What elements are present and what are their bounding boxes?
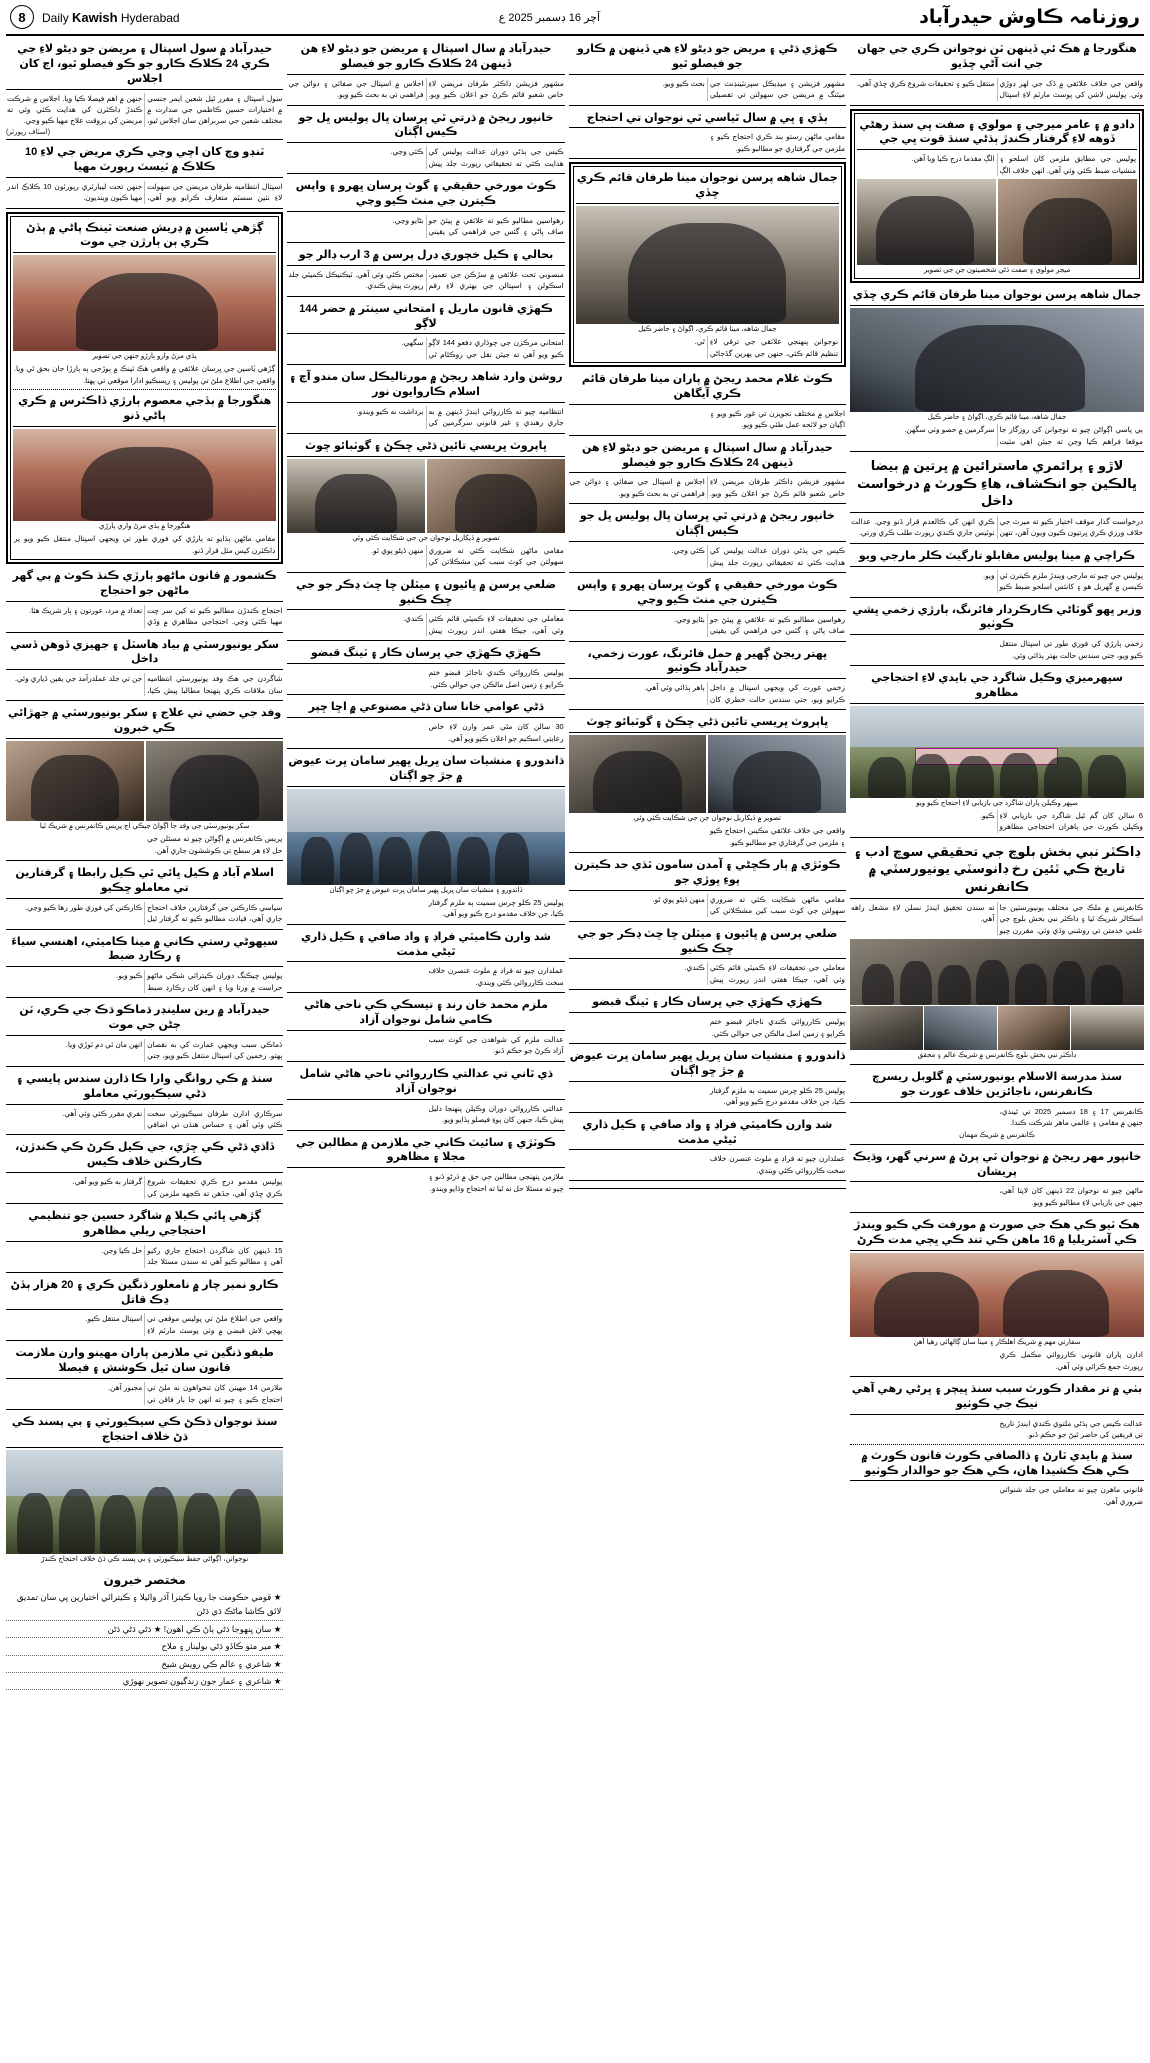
photo-caption: تصوير ۾ ڏيکاريل نوجوان جن جي شڪايت ڪئي وئي — [352, 534, 500, 542]
article-body: سياسي ڪارڪنن جي گرفتارين خلاف احتجاج جاري آهي، قيادت مطالبو ڪيو ته گرفتار ٿيل ڪارڪنن کي فوري طور رها ڪيو وڃي. — [25, 902, 283, 924]
article-body: پوليس مقدمو درج ڪري تحقيقات شروع ڪري ڇڏي آهي، جڏهن ته ڪجهه ملزمن کي گرفتار به ڪيو ويو آهي. — [72, 1177, 283, 1198]
headline: ضلعي پرسن ۾ ڀائيون ۽ ميٽلن ڇا ڇٽ ڍڪر جو جي ڇڪ ڪنيو — [287, 576, 564, 611]
article-body: 6 سالن کان گم ٿيل شاگرد جي بازيابي لاءِ وڪيلن ڪورٽ جي ٻاهران احتجاجي مظاهرو ڪيو. — [979, 810, 1143, 832]
headline: ڀاپروٽ ڀريسي تائين ڌڻي ڇڪڻ ۽ گوٽبائو ڇوٽ — [287, 437, 564, 457]
brief-box-title: مختصر خبرون — [103, 1572, 186, 1587]
article-body: عدالت ڪيس جي ٻڌڻي ملتوي ڪندي ايندڙ تاريخ تي فريقين کي حاضر ٿيڻ جو حڪم ڏنو. — [999, 1418, 1143, 1440]
headline: شد وارن ڪاميٽي فراڊ ۽ واد صافي ۽ ڪيل ڌاري ٿيڻي مذمت — [287, 928, 564, 963]
article-body: 15 ڏينهن کان شاگردن احتجاج جاري رکيو آهي ۽ مطالبو ڪيو آهي ته سندن مسئلا جلد حل ڪيا وڃن. — [101, 1245, 283, 1267]
photo-victim — [13, 429, 276, 521]
photo-pair — [857, 179, 1137, 265]
article — [6, 933, 283, 999]
article-body: ملازمن پنهنجي مطالبن جي حق ۾ ڌرڻو ڏنو ۽ چيو ته مسئلا حل نه ٿيا ته احتجاج وڌايو ويندو. — [428, 1172, 564, 1193]
photo-caption: ڌاندورو ۽ منشيات سان ڀريل ڀهير سامان ڀرت عيوض ۾ جڙ ڇو اڳتان — [329, 886, 523, 894]
article-body: واقعي جي اطلاع ملڻ تي پوليس موقعي تي پهچي لاش قبضي ۾ وٺي پوسٽ مارٽم لاءِ اسپتال منتقل ڪيو. — [85, 1314, 283, 1335]
article — [6, 1276, 283, 1342]
article-body: رهواسين مطالبو ڪيو ته علائقي ۾ پيئڻ جو صاف پاڻي ۽ گئس جي فراهمي کي يقيني بڻايو وڃي. — [674, 614, 846, 636]
column-left — [6, 40, 283, 2060]
article-body: سول اسپتال ۽ مقرر ٿيل شعبن ايمر جنسي ۾ اختيارات حسين ڪاظمي جي صدارت ۾ مختلف شعبن جي سربراهن سان اجلاس ٿيو، جنهن ۾ اهم فيصلا ڪيا ويا. اجلاس ۾ شرڪت ڪندڙ ڊاڪٽرن کي هدايت ڪئي وئي ته مريضن کي بروقت علاج مهيا ڪيو وڃي. — [6, 93, 283, 126]
article-body: ڪيس جي ٻڌڻي دوران عدالت پوليس کي هدايت ڪئي ته تحقيقاتي رپورٽ جلد پيش ڪئي وڃي. — [671, 546, 846, 567]
article — [6, 143, 283, 209]
headline: اسلام آباد ۾ ڪيل ڀائي ٿي ڪيل رابطا ۽ گرفتارين تي معاملو ڇڪيو — [6, 864, 283, 899]
brief-item: ★ مير مٺو ڪاڏو ڌڻي بولينار ۽ ملاح — [6, 1638, 283, 1655]
photo-pair — [569, 735, 846, 813]
article-body: سرڪاري ادارن طرفان سيڪيورٽي سخت ڪئي وئي آهي ۽ حساس هنڌن تي اضافي نفري مقرر ڪئي وئي آهي. — [62, 1108, 283, 1129]
photo-victim — [13, 255, 276, 351]
headline: ڌي ٿاني تي عدالتي ڪارروائي ناحي هاڻي شامل نوجوان آزاد — [287, 1065, 564, 1100]
article — [850, 1148, 1144, 1214]
article — [287, 752, 564, 925]
brief-box — [6, 1571, 283, 1694]
article — [850, 601, 1144, 667]
article — [569, 109, 846, 160]
article — [850, 1380, 1144, 1511]
photo — [569, 735, 707, 813]
photo — [427, 459, 565, 533]
headline: سنڌ نوجوان ڌڪڻ ڪي سيڪيورٽي ۽ بي پسند ڪي ڌڻ خلاف احتجاج — [6, 1413, 283, 1448]
article-body: عملدارن چيو ته فراڊ ۾ ملوث عنصرن خلاف سخت ڪارروائي ڪئي ويندي. — [428, 966, 564, 987]
photo-pair — [287, 459, 564, 533]
article-body: امتحاني مرڪزن جي چوڌاري دفعو 144 لاڳو ڪيو ويو آهي ته جيئن نقل جي روڪٿام ٿي سگهي. — [401, 338, 564, 359]
headline: سيهوڻي رستي ڪاني ۾ مينا ڪاميٽي، اهنسي سياءَ ۽ رڪارڊ ضبط — [6, 933, 283, 968]
headline: ٻڏي ۽ ڀي ۾ سال ٿياسي ٿي نوجوان تي احتجاج — [569, 109, 846, 129]
article-body: عدالت ملزم کي شواهدن جي کوٽ سبب آزاد ڪرڻ جو حڪم ڏنو. — [428, 1035, 564, 1056]
article — [287, 437, 564, 573]
headline: حيدرآباد ۾ سال اسپتال ۽ مريضن جو ديڻو لاءِ هن ڏينهن 24 ڪلاڪ ڪارو جو فيصلو — [287, 40, 564, 75]
headline: دادو ۾ ۽ عامر ميرجي ۽ مولوي ۽ صفت ڀي سنڌ رهڻي ڏوهه لاءِ گرفتار ڪندڙ ٻڌڻي سنڌ قوت ڀي جي — [857, 116, 1137, 151]
article-body: 30 سالن کان مٿي عمر وارن لاءِ خاص رعايتي اسڪيم جو اعلان ڪيو ويو آهي. — [428, 722, 564, 743]
article — [850, 455, 1144, 544]
column-right — [850, 40, 1144, 2060]
article-body: ڪيس جي ٻڌڻي دوران عدالت پوليس کي هدايت ڪئي ته تحقيقاتي رپورٽ جلد پيش ڪئي وڃي. — [390, 147, 564, 168]
headline: ڌاندورو ۽ منشيات سان ڀريل ڀهير سامان ڀرت عيوض ۾ جڙ ڇو اڳتان — [287, 752, 564, 787]
article-body: پوليس 25 ڪلو چرس سميت ٻه ملزم گرفتار ڪيا، جن خلاف مقدمو درج ڪيو ويو آهي. — [709, 1085, 846, 1107]
headline: ڪهڙي قانون ماريل ۽ امتحاني سينٽر ۾ حضر 144 لاڳو — [287, 300, 564, 335]
article-body: ڪانفرنس 17 ۽ 18 ڊسمبر 2025 تي ٿيندي، جنهن ۾ مقامي ۽ عالمي ماهر شرڪت ڪندا. — [999, 1106, 1143, 1128]
photo-pair — [6, 741, 283, 821]
daily-label: Daily — [42, 10, 69, 25]
article-framed — [6, 212, 283, 564]
column-center-right — [569, 40, 846, 2060]
daily-city: Hyderabad — [120, 10, 180, 25]
article — [569, 713, 846, 853]
headline: ڪهڙي ڌڻي ۽ مريض جو ديڻو لاءِ هي ڏينهن ۾ ڪارو جو فيصلو ٿيو — [569, 40, 846, 75]
article — [6, 567, 283, 633]
headline: حيدرآباد ۾ رين سلينڊر ڌماڪو ڌڪ جي ڪري، ٽن ڄڻن جي موت — [6, 1001, 283, 1036]
article-body: مشهور فزيشن ڊاڪٽر طرفان مريضن لاءِ خاص شعبو قائم ڪرڻ جو اعلان ڪيو ويو. اجلاس ۾ اسپتال جي صفائي ۽ دوائن جي فراهمي تي به بحث ڪيو ويو. — [569, 477, 846, 498]
article — [569, 856, 846, 922]
article-body: معاملي جي تحقيقات لاءِ ڪميٽي قائم ڪئي وئي آهي، جيڪا هفتي اندر رپورٽ پيش ڪندي. — [684, 963, 846, 984]
article-body: منصوبي تحت علائقي ۾ سڙڪن جي تعمير، اسڪولن ۽ اسپتالن جي بهتري لاءِ رقم مختص ڪئي وئي آهي. ٽيڪنيڪل ڪميٽي جلد رپورٽ پيش ڪندي. — [288, 269, 564, 291]
article — [569, 1116, 846, 1182]
photo-caption: ٻڏي مرڻ وارو ٻارڙو جنهن جي تصوير — [92, 353, 197, 361]
article-body: پوليس 25 ڪلو چرس سميت ٻه ملزم گرفتار ڪيا، جن خلاف مقدمو درج ڪيو ويو آهي. — [428, 897, 564, 919]
column-center-left — [287, 40, 564, 2060]
headline: وفد جي حضي تي علاج ۽ سکر يونيورسٽي ۾ جهڙائي ڪي خبرون — [6, 704, 283, 739]
headline: ڊاڪٽر نبي بخش بلوچ جي تحقيقي سوچ ادب ۽ تاريخ ڪي ٽئين رخ ڊانوسٽي يونيورسٽي ۾ ڪانفرنس — [850, 841, 1144, 899]
photo — [708, 735, 846, 813]
article — [850, 40, 1144, 106]
article — [850, 841, 1144, 1065]
article-body: پوليس ڪارروائي ڪندي ناجائز قبضو ختم ڪرايو ۽ زمين اصل مالڪن جي حوالي ڪئي. — [428, 668, 564, 689]
article — [569, 370, 846, 436]
article-body: ڳڙهي يٰاسين جي ڀرسان علائقي ۾ واقعي هڪ ٽينڪ ۾ ٻوڙجي ٻه ٻارڙا جان بحق ٿي ويا. واقعي جي اطلاع ملڻ تي پوليس ۽ ريسڪيو ادارا موقعي تي پهتا. — [13, 364, 276, 385]
article — [569, 507, 846, 573]
page-number: 8 — [10, 5, 34, 29]
headline: روشن وارد شاهد ريجڻ ۾ مورتاليڪل سان مندو آڇ ۽ اسلام ڪاروايون نور — [287, 368, 564, 403]
photo-caption: ڊاڪٽر نبي بخش بلوچ ڪانفرنس ۾ شريڪ عالم ۽ محقق — [917, 1051, 1077, 1059]
photo-caption: سپهر وڪيلن پاران شاگرد جي بازيابي لاءِ احتجاج ڪيو ويو — [916, 799, 1078, 807]
photo-caption: هنگورجا ۾ ٻڏي مرڻ واري ٻارڙي — [99, 522, 191, 530]
article — [6, 1344, 283, 1410]
headline: ڪوٽ غلام محمد ريجڻ ۾ پاران مينا طرفان قائم ڪري آيگاهن — [569, 370, 846, 405]
article-body: عدالتي ڪارروائي دوران وڪيلن پنهنجا دليل پيش ڪيا، جنهن کان پوءِ فيصلو ٻڌايو ويو. — [428, 1103, 564, 1125]
article-body: قانوني ماهرن چيو ته معاملي جي جلد شنوائي ضروري آهي. — [999, 1485, 1143, 1506]
photo-caption: جمال شاهه، مينا قائم ڪري، اڳواڻ ۽ حاضر ڪيل — [927, 414, 1067, 422]
headline: ڀاپروٽ ڀريسي تائين ڌڻي ڇڪڻ ۽ گوٽبائو ڇوٽ — [569, 713, 846, 733]
headline: خانپور ريجڻ ۾ ڌرتي ٿي ڀرسان ڀال پوليس ڀل جو ڪيس اڳتان — [569, 507, 846, 542]
photo-strip — [850, 1006, 1144, 1050]
article — [287, 177, 564, 243]
article-body: معاملي جي تحقيقات لاءِ ڪميٽي قائم ڪئي وئي آهي، جيڪا هفتي اندر رپورٽ پيش ڪندي. — [403, 614, 564, 635]
article-body: مقامي ماڻهن رستو بند ڪري احتجاج ڪيو ۽ ملزمن جي گرفتاري جو مطالبو ڪيو. — [709, 132, 846, 153]
headline: وزير ڀهو گوٽاڻي ڪارڪردار فائرنگ، ٻارڙي زخمي ڀشي ڪوٺيو — [850, 601, 1144, 636]
article-body: واقعن جي خلاف علائقي ۾ ڏک جي لهر ڊوڙي وئي. پوليس لاشن کي پوسٽ مارٽم لاءِ اسپتال منتقل ڪيو ۽ تحقيقات شروع ڪري ڇڏي آهي. — [856, 78, 1143, 100]
article-body: واقعي جي خلاف علائقي مڪينن احتجاج ڪيو ۽ ملزمن جي گرفتاري جو مطالبو ڪيو. — [709, 826, 846, 847]
article — [850, 286, 1144, 452]
article — [569, 1047, 846, 1113]
article-body: ڌماڪي سبب ويجهي عمارت کي به نقصان پهتو. زخمين کي اسپتال منتقل ڪيو ويو، جتي انهن مان ٽي دم ٽوڙي ويا. — [65, 1039, 283, 1061]
photo-protest — [850, 706, 1144, 798]
headline: ڌاندورو ۽ منشيات سان ڀريل ڀهير سامان ڀرت عيوض ۾ جڙ ڇو اڳتان — [569, 1047, 846, 1082]
article-body: ٻي پاسي اڳواڻن چيو ته نوجوانن کي روزگار جا موقعا فراهم ڪيا وڃن ته جيئن اهي مثبت سرگرمين ۾ حصو وٺي سگهن. — [904, 425, 1143, 446]
headline: ڪراچي ۾ مينا پوليس مقابلو تارگيٽ ڪلر مارجي ويو — [850, 547, 1144, 567]
article — [569, 40, 846, 106]
headline: ملزم محمد خان رند ۽ تيسڪي ڪي ناحي هاڻي ڪامي شامل نوجوان آزاد — [287, 996, 564, 1031]
article-body: عملدارن چيو ته فراڊ ۾ ملوث عنصرن خلاف سخت ڪارروائي ڪئي ويندي. — [709, 1154, 846, 1175]
article — [569, 1184, 846, 1196]
article — [287, 644, 564, 695]
article — [287, 368, 564, 434]
article-body: زخمي عورت کي ويجهي اسپتال ۾ داخل ڪرايو ويو، جتي سندس حالت خطري کان ٻاهر ٻڌائي وئي آهي. — [644, 683, 846, 704]
article-body: شاگردن جي هڪ وفد يونيورسٽي انتظاميه سان ملاقات ڪري پنهنجا مطالبا پيش ڪيا، جن تي جلد عملدرآمد جي يقين ڏياري وئي. — [14, 674, 283, 695]
article-body: پريس ڪانفرنس ۾ اڳواڻن چيو ته مسئلن جي حل لاءِ هر سطح تي ڪوششون جاري آهن. — [147, 834, 283, 855]
article — [6, 1413, 283, 1568]
headline: خانپور مهر ريجڻ ۾ نوجوان ٽي پرڻ ۾ سرني گهر، وڌيڪ پريشان — [850, 1148, 1144, 1183]
article — [6, 1138, 283, 1204]
article — [569, 925, 846, 991]
headline: حيدرآباد ۾ سول اسپتال ۽ مريضن جو ديڻو لاءِ جي ڪري 24 ڪلاڪ ڪارو جو ڪو فيصلو ٿيو، اڄ کان اجلاس — [6, 40, 283, 90]
article-body: درخواست گذار موقف اختيار ڪيو ته ميرٽ جي خلاف ورزي ڪري ڀرتيون ڪيون ويون آهن، تنهن ڪري انهن کي ڪالعدم قرار ڏنو وڃي. عدالت نوٽيس جاري ڪندي رپورٽ طلب ڪري ورتي. — [851, 516, 1143, 538]
article — [287, 1134, 564, 1199]
headline: سنڌ مدرسة الاسلام يونيورسٽي ۾ گلوبل ريسرچ ڪانفرنس، ناجائزين خلاف عورت جو — [850, 1068, 1144, 1103]
article-body: مقامي ماڻهن شڪايت ڪئي ته ضروري سهولتن جي کوٽ سبب کين مشڪلاتن کي منهن ڏيڻو پوي ٿو. — [652, 894, 846, 916]
photo — [287, 459, 425, 533]
article-body: ملازمن 14 مهينن کان تنخواهون نه ملڻ تي احتجاج ڪيو ۽ چيو ته انهن جا ٻار فاقن تي مجبور آهن. — [108, 1383, 283, 1404]
headline: ڪوٽڙي ۽ سائيٽ ڪاني جي ملازمن ۾ مطالبن جي مجلا ۽ مظاهرو — [287, 1134, 564, 1169]
headline: ڪهڙي ڪهڙي جي ڀرسان ڪار ۽ ٽينگ قبضو — [569, 993, 846, 1013]
headline: خانپور ريجڻ ۾ ڌرتي ٿي ڀرسان ڀال پوليس ڀل جو ڪيس اڳتان — [287, 109, 564, 144]
headline: سپهرميزي وڪيل شاگرد جي بايدي لاءِ احتجاجي مظاهرو — [850, 669, 1144, 704]
article-body — [569, 1191, 846, 1193]
article-body: نوجوانن پنهنجي علائقي جي ترقي لاءِ تنظيم قائم ڪئي، جنهن جي پهرين گڏجاڻي ٿي. — [694, 337, 839, 358]
photo-caption: ميجر مولوي ۽ صفت ڌڻي شخصيتون جن جي تصوير — [923, 267, 1071, 275]
headline: ڪوٽ مورخي حقيقي ۽ گوٽ ڀرسان ڀهرو ۽ واپس ڪيترن جي منٿ ڪيو وڃي — [569, 576, 846, 611]
photo — [850, 308, 1144, 412]
headline: ڪهڙي ڪهڙي جي ڀرسان ڪار ۽ ٽينگ قبضو — [287, 644, 564, 664]
article — [569, 645, 846, 711]
headline: ٽنڊو وچ کان اچي وڃي ڪري مريض جي لاءِ 10 ڪلاڪ ۾ ٽيسٽ رپورٽ مهيا — [6, 143, 283, 178]
masthead-date: آچر 16 ڊسمبر 2025 ع — [498, 11, 601, 24]
photo-protest — [6, 1450, 283, 1554]
headline: هنگورجا ۾ هڪ ئي ڏينهن ٽن نوجوانن ڪري جي جهان جي انت آڻي ڇڏيو — [850, 40, 1144, 75]
article-body: ڪانفرنس ۾ ملڪ جي مختلف يونيورسٽين جا اسڪالر شريڪ ٿيا ۽ ڊاڪٽر نبي بخش بلوچ جي علمي خدمتن تي روشني وڌي وئي. مقررن چيو ته سندن تحقيق ايندڙ نسلن لاءِ مشعل راهه آهي. — [851, 902, 1143, 935]
photo-conference — [287, 789, 564, 885]
article-body: ادارن پاران قانوني ڪارروائي مڪمل ڪري رپورٽ جمع ڪرائي وئي آهي. — [999, 1350, 1143, 1371]
article-body: پوليس جي مطابق ملزمن کان اسلحو ۽ منشيات ضبط ڪئي وئي آهي. انهن خلاف الڳ الڳ مقدما درج ڪيا ويا آهن. — [911, 154, 1136, 175]
headline: ڳڙهي ڀائي ڪيلا ۾ شاگرد حسين جو تنظيمي احتجاجي ريلي مظاهرو — [6, 1207, 283, 1242]
photo-caption: سفارتي مهم ۾ شريڪ اهلڪار ۽ مينا سان ڳالهائي رهيا آهن — [913, 1339, 1081, 1347]
headline: سنڌ ۾ بايدي ٽارڻ ۽ ڌالصافي ڪورٽ قانون ڪورٽ ۾ ڪي هڪ ڪشيدا هان، ڪي هڪ جو حوالدار ڪوٺيو — [850, 1447, 1144, 1482]
article — [6, 864, 283, 930]
photo — [146, 741, 284, 821]
photo — [6, 741, 144, 821]
headline: حيدرآباد ۾ سال اسپتال ۽ مريضن جو ديڻو لاءِ هن ڏينهن 24 ڪلاڪ ڪارو جو فيصلو — [569, 439, 846, 474]
headline: طيفو ڌنگين تي ملازمن پاران مهينو وارن ملازمت قانون سان ٿيل ڪوشش ۽ فيصلا — [6, 1344, 283, 1379]
article — [287, 1065, 564, 1131]
article-body: مقامي ماڻهن شڪايت ڪئي ته ضروري سهولتن جي کوٽ سبب کين مشڪلاتن کي منهن ڏيڻو پوي ٿو. — [371, 545, 564, 567]
headline: سکر يونيورسٽي ۾ بياد هاسٽل ۽ جهيزي ڏوهن ڏسي داخل — [6, 636, 283, 671]
article — [287, 698, 564, 749]
article-framed — [850, 109, 1144, 284]
article — [569, 576, 846, 642]
article — [850, 1216, 1144, 1377]
photo — [850, 939, 1144, 1005]
article — [6, 1070, 283, 1136]
article-body: مشهور فزيشن ڊاڪٽر طرفان مريضن لاءِ خاص شعبو قائم ڪرڻ جو اعلان ڪيو ويو. اجلاس ۾ اسپتال جي صفائي ۽ دوائن جي فراهمي تي به بحث ڪيو ويو. — [288, 78, 564, 100]
article — [569, 993, 846, 1044]
article-body: ماڻهن چيو ته نوجوان 22 ڏينهن کان لاپتا آهي، جنهن جي بازيابي لاءِ مطالبو ڪيو ويو. — [999, 1186, 1143, 1207]
article — [850, 1068, 1144, 1145]
photo — [998, 179, 1137, 265]
headline — [569, 1184, 846, 1189]
headline: ڳڙهي يٰاسين ۾ ڍريش صنعت ٽينڪ پاڻي ۾ ٻڏڻ ڪري ٻن ٻارڙن جي موت — [13, 219, 276, 254]
article-body: پوليس چيڪنگ دوران ڪيترائي شڪي ماڻهو حراست ۾ ورتا ويا ۽ انهن کان رڪارڊ ضبط ڪيو ويو. — [116, 971, 283, 992]
article — [850, 669, 1144, 838]
photo-caption: نوجوانن، اڳواڻي حفظ سيڪيورٽي ۽ بي پسند ڪي ڌڻ خلاف احتجاج ڪندڙ — [41, 1555, 249, 1563]
article-body: پوليس ڪارروائي ڪندي ناجائز قبضو ختم ڪرايو ۽ زمين اصل مالڪن جي حوالي ڪئي. — [709, 1017, 846, 1038]
article-body: اسپتال انتظاميه طرفان مريضن جي سهولت لاءِ نئين سسٽم متعارف ڪرايو ويو آهي، جنهن تحت ليبارٽري رپورٽون 10 ڪلاڪ اندر مهيا ڪيون وينديون. — [6, 181, 283, 203]
article-body: احتجاج ڪندڙن مطالبو ڪيو ته کين سر ڇت مهيا ڪئي وڃي. احتجاجي مظاهري ۾ وڏي تعداد ۾ مرد، عورتون ۽ ٻار شريڪ هئا. — [29, 605, 283, 627]
headline: ڀهتر ريجڻ ڳهير ۾ حمل فائرنگ، عورت زخمي، حيدرآباد ڪوٺيو — [569, 645, 846, 680]
headline: ڪارو نمبر چار ۾ نامعلور ڌنگين ڪري ۽ 20 هزار ٻڏڻ ڍڪ قاتل — [6, 1276, 283, 1311]
photo — [924, 1006, 997, 1050]
headline: ڪشمور ۾ قانون ماڻهو ٻارڙي ڪنڌ ڪوٽ ۾ بي گهر ماڻهن جو احتجاج — [6, 567, 283, 602]
article — [6, 1001, 283, 1067]
photo — [576, 206, 839, 324]
brief-list — [6, 1589, 283, 1691]
article-body: رهواسين مطالبو ڪيو ته علائقي ۾ پيئڻ جو صاف پاڻي ۽ گئس جي فراهمي کي يقيني بڻايو وڃي. — [392, 215, 564, 237]
photo — [998, 1006, 1071, 1050]
headline: ڌڻي عوامي خانا سان ڌڻي مصنوعي ۾ اڇا ڇپر — [287, 698, 564, 718]
page-grid — [6, 40, 1144, 2060]
masthead-daily — [42, 10, 180, 25]
article-body: زخمي ٻارڙي کي فوري طور تي اسپتال منتقل ڪيو ويو، جتي سندس حالت بهتر ٻڌائي وئي. — [999, 639, 1143, 660]
brief-item: ★ قومي حڪومت جا رويا ڪيترا آڌر وائيلا ۽ ڪيترائي اختيارين ڀي سان تمديق لائق ڪاشا ماڻڪ ڌي ڌڻن — [6, 1589, 283, 1621]
brief-item: ★ سان ڀنهوجا ڌڻي ٻاڻ ڪي اهون! ★ ڌڻي ڌڻي ڌڻن — [6, 1621, 283, 1638]
article — [287, 300, 564, 366]
article — [287, 928, 564, 994]
headline: ڪوٽ مورخي حقيقي ۽ گوٽ ڀرسان ڀهرو ۽ واپس ڪيترن جي منٿ ڪيو وڃي — [287, 177, 564, 212]
headline: بٺي ۾ تر مقدار ڪورٽ سبب سنڌ ڀيچر ۽ ڀرڻي رهي آهي نيڪ جي ڪوٺيو — [850, 1380, 1144, 1415]
photo-caption: جمال شاهه، مينا قائم ڪري، اڳواڻ ۽ حاضر ڪيل — [638, 326, 777, 334]
headline: سنڌ ۾ ڪي روانگي وارا ڪا ڌارن سندس پايسي ۽ ڌڻي سيڪيورٽي معاملو — [6, 1070, 283, 1105]
article-body: مقامي ماڻهن ٻڌايو ته ٻارڙي کي فوري طور تي ويجهي اسپتال منتقل ڪيو ويو پر ڊاڪٽرن کيس مئل قرار ڏنو. — [13, 534, 276, 555]
article-body: اجلاس ۾ مختلف تجويزن تي غور ڪيو ويو ۽ اڳيان جو لائحه عمل طئي ڪيو ويو. — [709, 408, 846, 430]
headline: ڪوٽڙي ۾ ٻار ڪڇڻي ۽ آمدن سامون ٿڌي حد ڪيترن پوءِ ڀوڙي جو — [569, 856, 846, 891]
article-framed — [569, 162, 846, 367]
headline: شد وارن ڪاميٽي فراڊ ۽ واد صافي ۽ ڪيل ڌاري ٿيڻي مذمت — [569, 1116, 846, 1151]
photo — [850, 1253, 1144, 1337]
photo-caption: تصوير ۾ ڏيکاريل نوجوان جن جي شڪايت ڪئي وئي — [633, 815, 781, 823]
headline: ڏاڌي ڌڻي ڪي ڇڙي، جي ڪيل ڪرڻ ڪي ڪندڙن، ڪارڪنن خلاف ڪيس — [6, 1138, 283, 1173]
photo-caption: ڪانفرنس ۾ شريڪ مهمان — [959, 1131, 1035, 1139]
article-body: انتظاميه چيو ته ڪارروائي ايندڙ ڏينهن ۾ به جاري رهندي ۽ غير قانوني سرگرمين کي برداشت نه ڪيو ويندو. — [356, 406, 564, 428]
photo-caption: سکر يونيورسٽي جي وفد جا اڳواڻ جيڪي اڄ پريس ڪانفرنس ۾ شريڪ ٿيا — [39, 822, 250, 830]
headline: جمال شاهه پرسن نوجوان مينا طرفان قائم ڪري ڇڏي — [576, 169, 839, 204]
photo — [850, 1006, 923, 1050]
article — [6, 40, 283, 140]
masthead-title: روزنامہ ڪاوش حيدرآباد — [919, 6, 1140, 28]
article — [287, 246, 564, 297]
headline: لاڙو ۽ پرائمري ماسترائين ۾ ڀرتين ۾ بيضا ڀالڪين جو انڪشاف، هاءِ ڪورٽ ۾ درخواست داخل — [850, 455, 1144, 513]
brief-item: ★ شاعري ۽ عمار جون زندگيون تصوير نهوڙي — [6, 1673, 283, 1690]
headline: هڪ ٽيو ڪي هڪ جي صورت ۾ مورفت ڪي ڪيو ويندڙ ڪي آسٽريليا ۾ 16 ماهن ڪي تند ڪي ڀڄي مدت ڪرڻ — [850, 1216, 1144, 1251]
article — [569, 439, 846, 505]
article — [287, 40, 564, 106]
headline: جمال شاهه پرسن نوجوان مينا طرفان قائم ڪري ڇڏي — [850, 286, 1144, 306]
headline: بحالي ۽ ڪيل خچوري ڊرل پرسن ۾ 3 ارب ڊالر جو — [287, 246, 564, 266]
article — [6, 704, 283, 861]
brief-item: ★ شاعري ۽ عالم ڪي رويش شيخ — [6, 1656, 283, 1673]
photo — [1071, 1006, 1144, 1050]
article — [6, 1207, 283, 1273]
article — [287, 576, 564, 642]
headline: ضلعي پرسن ۾ ڀائيون ۽ ميٽلن ڇا ڇٽ ڍڪر جو جي ڇڪ ڪنيو — [569, 925, 846, 960]
article — [287, 996, 564, 1062]
article — [287, 109, 564, 175]
masthead-left — [10, 5, 180, 29]
article-body: مشهور فزيشن ۽ ميڊيڪل سپرنٽينڊنٽ جي ميٽنگ ۾ مريضن جي سهولتن تي تفصيلي بحث ڪيو ويو. — [662, 78, 846, 100]
masthead — [6, 4, 1144, 36]
article-body: پوليس جي چيو ته مارجي ويندڙ ملزم ڪيترن ئي ڪيسن ۾ گهربل هو ۽ کانئس اسلحو ضبط ڪيو ويو. — [983, 570, 1143, 592]
headline: هنگورجا ۾ ٻڏجي معصوم ٻارڙي ڏاڪٽرس ۾ ڪري پاڻي ڏنو — [13, 392, 276, 427]
daily-name: Kawish — [72, 9, 118, 25]
article — [6, 636, 283, 702]
article — [850, 547, 1144, 598]
photo — [857, 179, 996, 265]
article-credit: (اسٽاف رپورٽر) — [5, 128, 51, 136]
